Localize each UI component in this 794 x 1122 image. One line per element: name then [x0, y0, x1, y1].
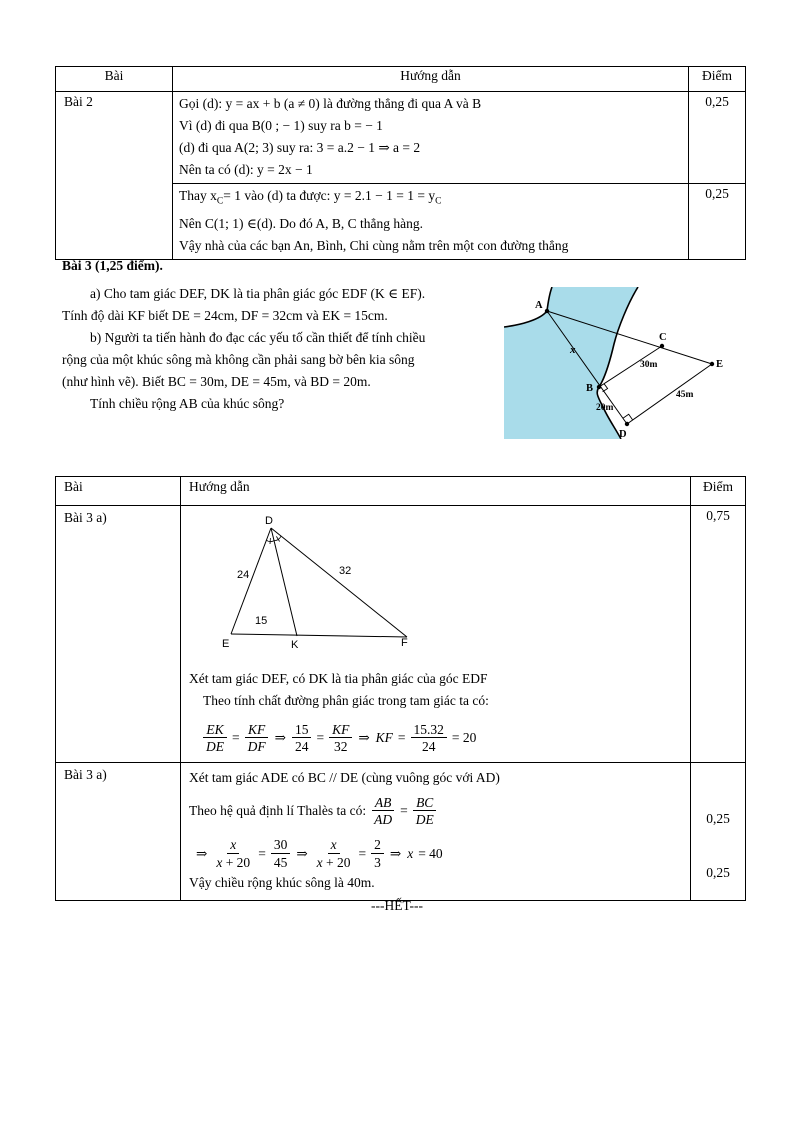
problem3-title: Bài 3 (1,25 điểm). [62, 258, 163, 273]
thales-formula [189, 795, 682, 827]
implies-arrow: ⇒ [296, 845, 308, 861]
bai2-solution-part1 [173, 92, 689, 184]
label-24: 24 [237, 569, 250, 581]
point-B [597, 385, 601, 389]
label-x: x [570, 344, 576, 356]
subscript: C [435, 196, 442, 207]
river-figure [504, 287, 744, 439]
operator: = [258, 845, 266, 861]
label-A: A [535, 300, 543, 311]
fraction: $\frac{x}{x + 20}$ [216, 837, 251, 870]
label-D: D [619, 429, 627, 439]
score-value: 0,25 [706, 865, 730, 881]
implies-arrow: ⇒ [196, 845, 208, 861]
score-cell: 0,25 [689, 92, 746, 184]
bai3b-row [56, 763, 746, 900]
table2-header-bai: Bài [56, 477, 181, 506]
river-figure-wrap [504, 287, 744, 443]
label-D: D [265, 515, 273, 527]
statement-line: Tính độ dài KF biết DE = 24cm, DF = 32cm và EK = 15cm. [62, 308, 388, 323]
result: = 20 [451, 730, 477, 746]
fraction: $\frac{15}{24}$ [292, 722, 312, 754]
solution-line: Vậy nhà của các bạn An, Bình, Chi cùng nằm trên một con đường thẳng [179, 237, 569, 253]
bisector-formula [203, 722, 682, 754]
bai3b-solution [181, 763, 691, 900]
label-E: E [222, 638, 230, 650]
text-part: Thay x [179, 188, 217, 203]
solution-line: Xét tam giác DEF, có DK là tia phân giác của góc EDF [189, 671, 488, 686]
point-D [625, 422, 629, 426]
bai2-label: Bài 2 [56, 92, 173, 260]
solve-formula [195, 837, 682, 869]
fraction: $\frac{KF}{DF}$ [245, 722, 269, 754]
solution-line: Vậy chiều rộng khúc sông là 40m. [189, 874, 375, 890]
end-marker: ---HẾT--- [371, 898, 423, 913]
statement-line: (như hình vẽ). Biết BC = 30m, DE = 45m, và BD = 20m. [62, 374, 371, 389]
statement-line: rộng của một khúc sông mà không cần phải sang bờ bên kia sông [62, 352, 415, 367]
implies-arrow: ⇒ [358, 730, 370, 746]
solution-line: Xét tam giác ADE có BC // DE (cùng vuông góc với AD) [189, 770, 500, 786]
bai2-solution-part2 [173, 184, 689, 260]
statement-line: Tính chiều rộng AB của khúc sông? [90, 396, 285, 411]
score-cell: 0,25 [689, 184, 746, 260]
bai2-row-part1 [56, 92, 746, 184]
score-cell: 0,75 [691, 506, 746, 763]
fraction: $\frac{EK}{DE}$ [203, 722, 227, 754]
bai3b-label: Bài 3 a) [56, 763, 181, 900]
operator: = [316, 730, 325, 746]
variable: x [407, 845, 414, 861]
implies-arrow: ⇒ [274, 730, 286, 746]
side-DF [271, 528, 407, 637]
label-30m: 30m [640, 360, 658, 370]
problem3-statement [62, 283, 512, 415]
river-water [504, 287, 638, 439]
solution-line: Gọi (d): y = ax + b (a ≠ 0) là đường thẳng đi qua A và B [179, 96, 482, 111]
fraction: $\frac{30}{45}$ [271, 837, 291, 869]
text-part: Theo hệ quả định lí Thalès ta có: [189, 803, 367, 819]
fraction: $\frac{BC}{DE}$ [413, 795, 437, 827]
solution-table-bai2 [55, 66, 746, 260]
bai3a-solution [181, 506, 691, 763]
label-F: F [401, 637, 408, 649]
solution-line: Vì (d) đi qua B(0 ; − 1) suy ra b = − 1 [179, 118, 383, 133]
table2-header-huongdan: Hướng dẫn [181, 477, 691, 506]
subscript: C [216, 196, 224, 207]
score-cell [691, 763, 746, 900]
label-15: 15 [255, 615, 268, 627]
table1-header-diem: Điểm [689, 67, 746, 92]
label-K: K [291, 639, 299, 651]
table1-header-row [56, 67, 746, 92]
solution-line: (d) đi qua A(2; 3) suy ra: 3 = a.2 − 1 ⇒ a = 2 [179, 140, 421, 155]
variable: KF [375, 730, 393, 746]
operator: = [358, 845, 367, 861]
bisector-DK [271, 528, 297, 636]
fraction: $\frac{2}{3}$ [371, 837, 384, 869]
operator: = [400, 803, 408, 819]
table1-header-bai: Bài [56, 67, 173, 92]
solution-line: Theo tính chất đường phân giác trong tam giác ta có: [203, 693, 489, 708]
implies-arrow: ⇒ [389, 845, 402, 861]
result: = 40 [418, 845, 443, 861]
label-45m: 45m [676, 390, 694, 400]
score-value: 0,25 [706, 811, 730, 827]
label-B: B [586, 383, 594, 394]
segment-DE [627, 364, 712, 424]
point-E [710, 362, 714, 366]
label-E: E [716, 359, 724, 370]
bai3a-row [56, 506, 746, 763]
solution-line [179, 185, 682, 213]
solution-line: Nên C(1; 1) ∈(d). Do đó A, B, C thẳng hàng. [179, 215, 423, 231]
label-32: 32 [339, 565, 352, 577]
text-part: = 1 vào (d) ta được: y = 2.1 − 1 = 1 = y [223, 188, 436, 203]
fraction: $\frac{x}{x + 20}$ [316, 837, 351, 870]
bai3a-label: Bài 3 a) [56, 506, 181, 763]
side-EF [231, 634, 407, 637]
label-20m: 20m [596, 403, 614, 413]
statement-line: a) Cho tam giác DEF, DK là tia phân giác góc EDF (K ∈ EF). [90, 286, 426, 301]
table1-header-huongdan: Hướng dẫn [173, 67, 689, 92]
point-C [660, 344, 664, 348]
operator: = [232, 730, 240, 746]
right-angle-D [623, 414, 633, 420]
operator: = [397, 730, 406, 746]
table2-header-row [56, 477, 746, 506]
table2-header-diem: Điểm [691, 477, 746, 506]
statement-line: b) Người ta tiến hành đo đạc các yếu tố cần thiết để tính chiều [90, 330, 426, 345]
fraction: $\frac{KF}{32}$ [329, 722, 352, 754]
triangle-figure [189, 512, 429, 652]
fraction: $\frac{AB}{AD}$ [371, 795, 395, 827]
fraction: $\frac{15.32}{24}$ [411, 722, 447, 754]
point-A [545, 309, 549, 313]
solution-line: Nên ta có (d): y = 2x − 1 [179, 162, 313, 177]
label-C: C [659, 332, 667, 343]
solution-table-bai3 [55, 476, 746, 901]
